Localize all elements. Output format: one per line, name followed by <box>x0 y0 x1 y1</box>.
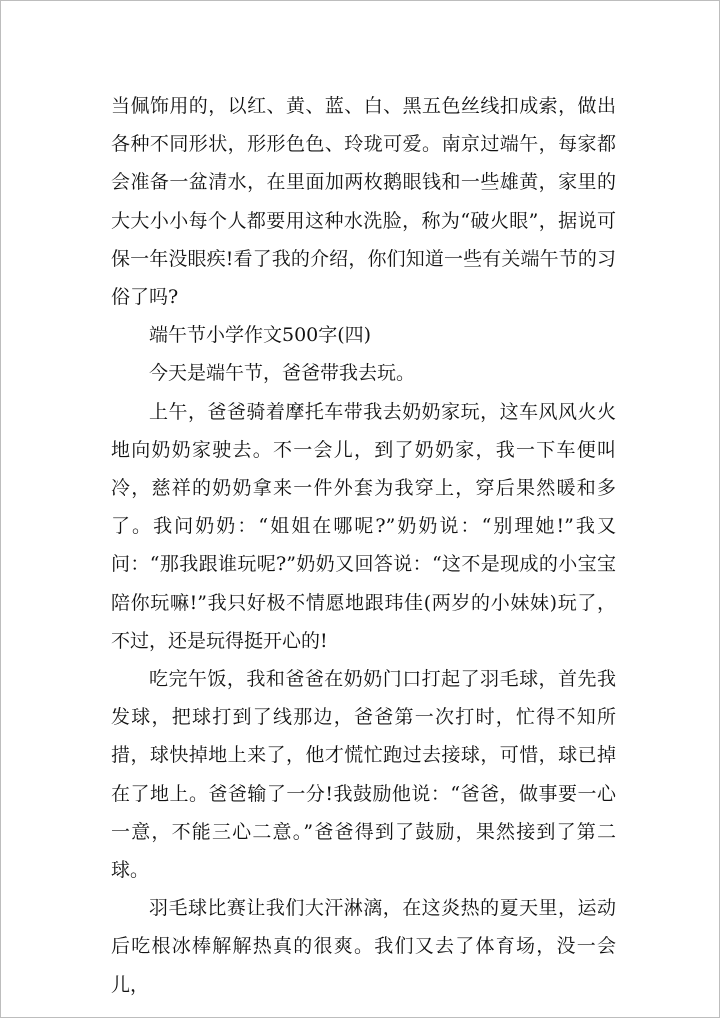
paragraph-continuation: 当佩饰用的，以红、黄、蓝、白、黑五色丝线扣成索，做出各种不同形状，形形色色、玲珑可爱。南京过端午，每家都会准备一盆清水，在里面加两枚鹅眼钱和一些雄黄，家里的大大小小每个人都要用这种水洗脸，称为“破火眼”，据说可保一年没眼疾!看了我的介绍，你们知道一些有关端午节的习俗了吗? <box>111 95 616 309</box>
paragraph-intro: 今天是端午节，爸爸带我去玩。 <box>149 362 416 385</box>
document-body <box>111 87 616 1004</box>
section-heading: 端午节小学作文500字(四) <box>149 324 372 347</box>
paragraph-morning: 上午，爸爸骑着摩托车带我去奶奶家玩，这车风风火火地向奶奶家驶去。不一会儿，到了奶奶家，我一下车便叫冷，慈祥的奶奶拿来一件外套为我穿上，穿后果然暖和多了。我问奶奶：“姐姐在哪呢?”奶奶说：“别理她!”我又问：“那我跟谁玩呢?”奶奶又回答说：“这不是现成的小宝宝陪你玩嘛!”我只好极不情愿地跟玮佳(两岁的小妹妹)玩了，不过，还是玩得挺开心的! <box>111 400 616 652</box>
paragraph-badminton: 吃完午饭，我和爸爸在奶奶门口打起了羽毛球，首先我发球，把球打到了线那边，爸爸第一次打时，忙得不知所措，球快掉地上来了，他才慌忙跑过去接球，可惜，球已掉在了地上。爸爸输了一分!我鼓励他说：“爸爸，做事要一心一意，不能三心二意。”爸爸得到了鼓励，果然接到了第二球。 <box>111 668 616 882</box>
paragraph-after: 羽毛球比赛让我们大汗淋漓，在这炎热的夏天里，运动后吃根冰棒解解热真的很爽。我们又去了体育场，没一会儿， <box>111 897 616 996</box>
